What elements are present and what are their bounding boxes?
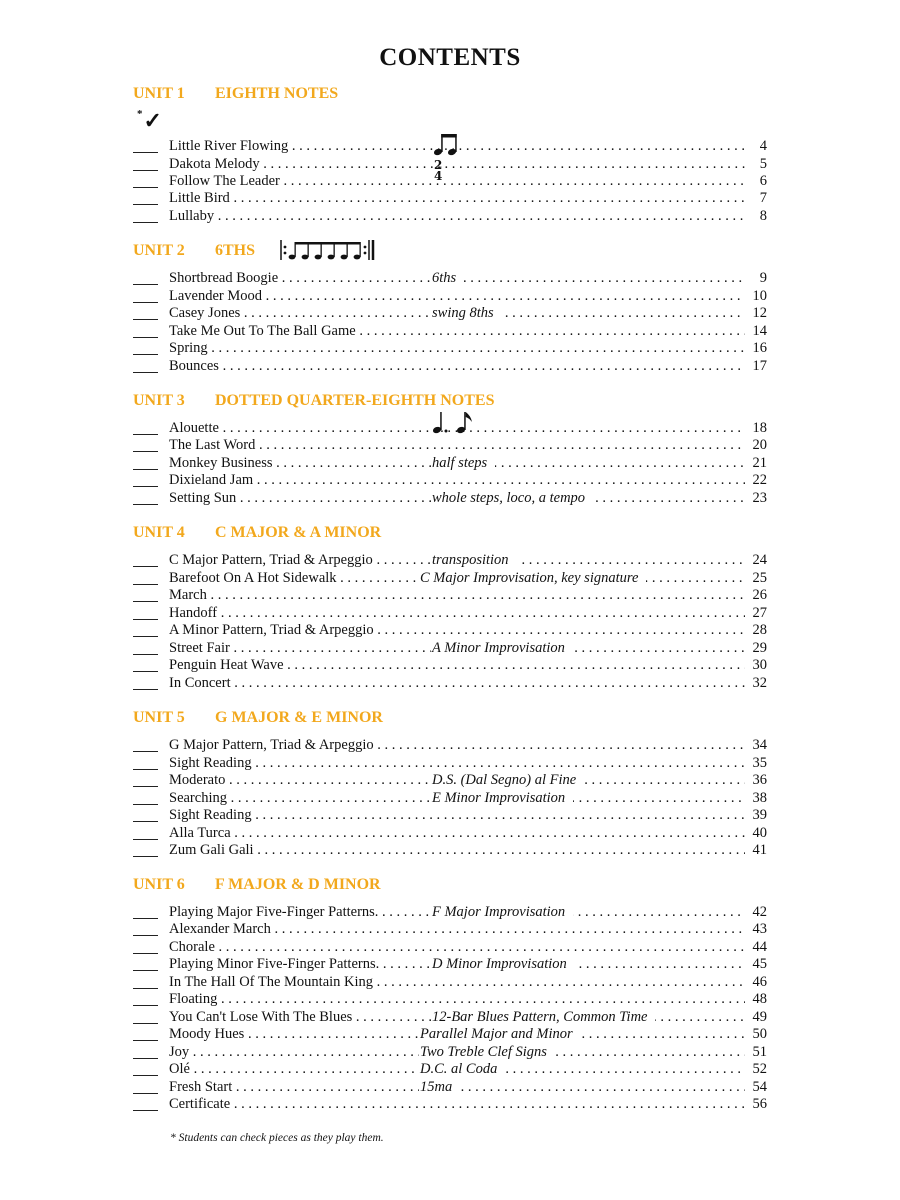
entry-title: Little River Flowing . . . [169, 138, 745, 155]
contents-entry [133, 790, 767, 807]
check-blank[interactable] [133, 856, 158, 857]
contents-entry [133, 921, 767, 938]
check-blank[interactable] [133, 769, 158, 770]
unit-heading-4 [133, 524, 381, 542]
check-icon: ✓ [143, 108, 162, 133]
contents-entry [133, 772, 767, 789]
entry-page: 50 [752, 1026, 767, 1042]
contents-entry [133, 138, 767, 155]
check-blank[interactable] [133, 187, 158, 188]
entry-page: 26 [752, 587, 767, 603]
entry-title: Zum Gali Gali . . . [169, 842, 745, 859]
check-blank[interactable] [133, 222, 158, 223]
contents-entry [133, 305, 767, 322]
entry-page: 48 [752, 991, 767, 1007]
contents-entry [133, 939, 767, 956]
contents-entry [133, 974, 767, 991]
check-blank[interactable] [133, 1110, 158, 1111]
contents-entry [133, 173, 767, 190]
entry-title: Take Me Out To The Ball Game . . . [169, 323, 745, 340]
entry-page: 10 [752, 288, 767, 304]
entry-page: 46 [752, 974, 767, 990]
check-blank[interactable] [133, 302, 158, 303]
contents-entry [133, 825, 767, 842]
entry-page: 43 [752, 921, 767, 937]
entry-page: 23 [752, 490, 767, 506]
check-blank[interactable] [133, 504, 158, 505]
check-blank[interactable] [133, 786, 158, 787]
entry-title: You Can't Lose With The Blues . . . [169, 1009, 745, 1026]
unit-heading-2 [133, 242, 255, 260]
check-blank[interactable] [133, 566, 158, 567]
entry-title: Playing Major Five-Finger Patterns. . . . [169, 904, 745, 921]
contents-entry [133, 956, 767, 973]
contents-entry [133, 270, 767, 287]
contents-entry [133, 1079, 767, 1096]
sixths-notation-icon [280, 238, 376, 264]
entry-note: Two Treble Clef Signs [419, 1044, 555, 1061]
entry-title: In The Hall Of The Mountain King . . . [169, 974, 745, 991]
entry-page: 44 [752, 939, 767, 955]
entry-title: Fresh Start . . . [169, 1079, 745, 1096]
entry-page: 42 [752, 904, 767, 920]
contents-entry [133, 340, 767, 357]
contents-entry [133, 1026, 767, 1043]
entry-title: Floating . . . [169, 991, 745, 1008]
entry-page: 30 [752, 657, 767, 673]
entry-page: 9 [759, 270, 767, 286]
check-blank[interactable] [133, 319, 158, 320]
entry-title: The Last Word . . . [169, 437, 745, 454]
contents-entry [133, 904, 767, 921]
contents-entry [133, 842, 767, 859]
check-blank[interactable] [133, 1005, 158, 1006]
check-blank[interactable] [133, 918, 158, 919]
unit-number: UNIT 5 [133, 709, 185, 726]
entry-title: C Major Pattern, Triad & Arpeggio . . . [169, 552, 745, 569]
contents-entry [133, 288, 767, 305]
entry-title: Playing Minor Five-Finger Patterns. . . . [169, 956, 745, 973]
check-blank[interactable] [133, 671, 158, 672]
entry-note: half steps [431, 455, 495, 472]
check-blank[interactable] [133, 1075, 158, 1076]
svg-text:4: 4 [434, 169, 443, 182]
entry-note: A Minor Improvisation [431, 640, 573, 657]
contents-entry [133, 640, 767, 657]
check-blank[interactable] [133, 284, 158, 285]
unit-name: C MAJOR & A MINOR [215, 524, 382, 541]
entry-note: 6ths [431, 270, 464, 287]
contents-entry [133, 552, 767, 569]
check-blank[interactable] [133, 1040, 158, 1041]
entry-note: transposition [431, 552, 517, 569]
entry-page: 32 [752, 675, 767, 691]
unit-heading-3 [133, 392, 495, 410]
entry-note: D.C. al Coda [419, 1061, 505, 1078]
page-title: CONTENTS [379, 44, 521, 71]
entry-title: Lavender Mood . . . [169, 288, 745, 305]
contents-entry [133, 991, 767, 1008]
entry-page: 54 [752, 1079, 767, 1095]
entry-note: Parallel Major and Minor [419, 1026, 581, 1043]
contents-entry [133, 323, 767, 340]
contents-entry [133, 420, 767, 437]
check-blank[interactable] [133, 821, 158, 822]
entry-page: 36 [752, 772, 767, 788]
unit-name: DOTTED QUARTER-EIGHTH NOTES [215, 392, 495, 409]
entry-page: 6 [759, 173, 767, 189]
entry-note: 15ma [419, 1079, 460, 1096]
entry-title: Moody Hues . . . [169, 1026, 745, 1043]
entry-title: Follow The Leader . . . [169, 173, 745, 190]
entry-title: Searching . . . [169, 790, 745, 807]
contents-entry [133, 208, 767, 225]
entry-title: Lullaby . . . [169, 208, 745, 225]
entry-title: Penguin Heat Wave . . . [169, 657, 745, 674]
entry-title: In Concert . . . [169, 675, 745, 692]
check-blank[interactable] [133, 1023, 158, 1024]
contents-entry [133, 570, 767, 587]
contents-entry [133, 807, 767, 824]
entry-page: 14 [752, 323, 767, 339]
check-blank[interactable] [133, 689, 158, 690]
entry-title: March . . . [169, 587, 745, 604]
check-blank[interactable] [133, 152, 158, 153]
unit-number: UNIT 1 [133, 85, 185, 102]
unit-heading-5 [133, 709, 383, 727]
contents-entry [133, 657, 767, 674]
entry-page: 49 [752, 1009, 767, 1025]
entry-page: 38 [752, 790, 767, 806]
entry-page: 20 [752, 437, 767, 453]
entry-title: Olé . . . [169, 1061, 745, 1078]
entry-note: D Minor Improvisation [431, 956, 575, 973]
unit-name: G MAJOR & E MINOR [215, 709, 383, 726]
check-blank[interactable] [133, 839, 158, 840]
entry-title: Alouette . . . [169, 420, 745, 437]
entry-page: 56 [752, 1096, 767, 1112]
contents-entry [133, 622, 767, 639]
entry-title: Joy . . . [169, 1044, 745, 1061]
check-blank[interactable] [133, 654, 158, 655]
entry-page: 22 [752, 472, 767, 488]
entry-title: Alla Turca . . . [169, 825, 745, 842]
check-blank[interactable] [133, 601, 158, 602]
check-blank[interactable] [133, 1093, 158, 1094]
entry-page: 12 [752, 305, 767, 321]
unit-name: EIGHTH NOTES [215, 85, 339, 102]
entry-page: 29 [752, 640, 767, 656]
entry-title: Street Fair . . . [169, 640, 745, 657]
svg-text:2: 2 [434, 158, 443, 172]
entry-title: Certificate . . . [169, 1096, 745, 1113]
unit-name: F MAJOR & D MINOR [215, 876, 381, 893]
entry-page: 25 [752, 570, 767, 586]
entry-page: 4 [759, 138, 767, 154]
unit-number: UNIT 2 [133, 242, 185, 259]
entry-title: Moderato . . . [169, 772, 745, 789]
asterisk: * [137, 108, 143, 120]
contents-entry [133, 437, 767, 454]
check-blank[interactable] [133, 354, 158, 355]
entry-page: 27 [752, 605, 767, 621]
entry-page: 41 [752, 842, 767, 858]
entry-page: 5 [759, 156, 767, 172]
footnote: * Students can check pieces as they play them. [170, 1132, 384, 1144]
check-blank[interactable] [133, 451, 158, 452]
check-blank[interactable] [133, 170, 158, 171]
entry-title: Spring . . . [169, 340, 745, 357]
contents-entry [133, 755, 767, 772]
contents-entry [133, 1044, 767, 1061]
contents-entry [133, 587, 767, 604]
unit-number: UNIT 4 [133, 524, 185, 541]
entry-title: Alexander March . . . [169, 921, 745, 938]
check-blank[interactable] [133, 970, 158, 971]
entry-title: Dakota Melody . . . [169, 156, 745, 173]
entry-page: 21 [752, 455, 767, 471]
contents-entry [133, 675, 767, 692]
unit-number: UNIT 6 [133, 876, 185, 893]
entry-note: E Minor Improvisation [431, 790, 573, 807]
entry-note: whole steps, loco, a tempo [431, 490, 593, 507]
check-blank[interactable] [133, 619, 158, 620]
entry-title: Bounces . . . [169, 358, 745, 375]
check-blank[interactable] [133, 1058, 158, 1059]
unit-heading-6 [133, 876, 381, 894]
unit-name: 6THS [215, 242, 256, 259]
entry-page: 16 [752, 340, 767, 356]
check-blank[interactable] [133, 935, 158, 936]
contents-entry [133, 605, 767, 622]
entry-title: Shortbread Boogie . . . [169, 270, 745, 287]
entry-page: 34 [752, 737, 767, 753]
entry-title: Dixieland Jam . . . [169, 472, 745, 489]
entry-page: 8 [759, 208, 767, 224]
contents-entry [133, 358, 767, 375]
check-blank[interactable] [133, 486, 158, 487]
contents-entry [133, 1009, 767, 1026]
entry-title: Little Bird . . . [169, 190, 745, 207]
entry-title: Monkey Business . . . [169, 455, 745, 472]
entry-note: 12-Bar Blues Pattern, Common Time [431, 1009, 655, 1026]
entry-page: 18 [752, 420, 767, 436]
entry-page: 35 [752, 755, 767, 771]
entry-note: D.S. (Dal Segno) al Fine [431, 772, 584, 789]
entry-page: 45 [752, 956, 767, 972]
entry-title: Handoff . . . [169, 605, 745, 622]
unit-number: UNIT 3 [133, 392, 185, 409]
entry-page: 17 [752, 358, 767, 374]
entry-title: Sight Reading . . . [169, 755, 745, 772]
entry-page: 40 [752, 825, 767, 841]
check-blank[interactable] [133, 469, 158, 470]
contents-entry [133, 1096, 767, 1113]
contents-entry [133, 1061, 767, 1078]
check-blank[interactable] [133, 204, 158, 205]
entry-page: 51 [752, 1044, 767, 1060]
entry-title: Setting Sun . . . [169, 490, 745, 507]
contents-entry [133, 455, 767, 472]
entry-note: C Major Improvisation, key signature [419, 570, 646, 587]
unit-heading-1 [133, 85, 338, 103]
entry-page: 24 [752, 552, 767, 568]
contents-entry [133, 472, 767, 489]
entry-note: swing 8ths [431, 305, 502, 322]
entry-page: 7 [759, 190, 767, 206]
entry-page: 52 [752, 1061, 767, 1077]
contents-entry [133, 490, 767, 507]
entry-title: Chorale . . . [169, 939, 745, 956]
check-mark-legend [137, 108, 162, 134]
check-blank[interactable] [133, 636, 158, 637]
entry-title: Sight Reading . . . [169, 807, 745, 824]
check-blank[interactable] [133, 434, 158, 435]
contents-entry [133, 156, 767, 173]
check-blank[interactable] [133, 751, 158, 752]
check-blank[interactable] [133, 804, 158, 805]
entry-title: A Minor Pattern, Triad & Arpeggio . . . [169, 622, 745, 639]
contents-entry [133, 737, 767, 754]
entry-page: 39 [752, 807, 767, 823]
entry-note: F Major Improvisation [431, 904, 573, 921]
check-blank[interactable] [133, 372, 158, 373]
check-blank[interactable] [133, 584, 158, 585]
contents-entry [133, 190, 767, 207]
entry-title: G Major Pattern, Triad & Arpeggio . . . [169, 737, 745, 754]
check-blank[interactable] [133, 988, 158, 989]
check-blank[interactable] [133, 337, 158, 338]
entry-title: Casey Jones . . . [169, 305, 745, 322]
check-blank[interactable] [133, 953, 158, 954]
entry-title: Barefoot On A Hot Sidewalk . . . [169, 570, 745, 587]
entry-page: 28 [752, 622, 767, 638]
